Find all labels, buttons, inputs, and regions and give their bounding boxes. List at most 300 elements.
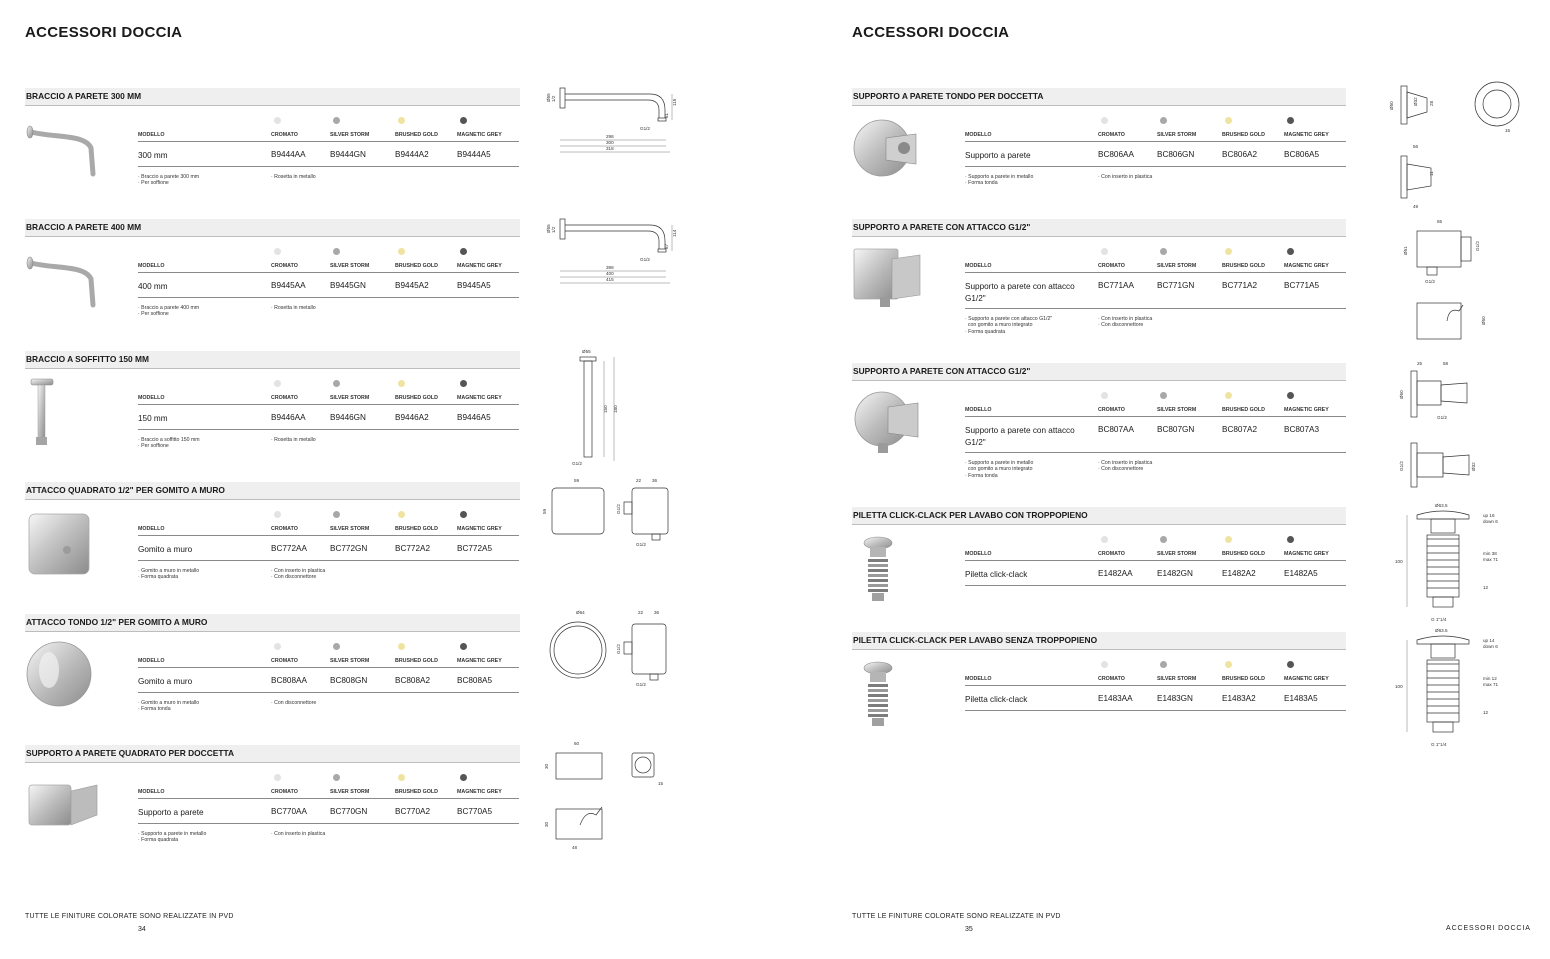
column-header: CROMATO	[1098, 263, 1125, 269]
column-header: MODELLO	[138, 789, 165, 795]
technical-drawing	[1387, 624, 1547, 769]
svg-text:36: 36	[654, 610, 660, 615]
column-header: MAGNETIC GREY	[1284, 676, 1329, 682]
technical-drawing	[540, 474, 700, 619]
product-code: B9446GN	[330, 413, 366, 422]
column-header: BRUSHED GOLD	[395, 263, 438, 269]
divider	[965, 710, 1346, 711]
column-header: BRUSHED GOLD	[1222, 676, 1265, 682]
finish-swatch	[398, 380, 405, 387]
column-header: MODELLO	[965, 407, 992, 413]
finish-swatch	[274, 774, 281, 781]
section-title: SUPPORTO A PARETE CON ATTACCO G1/2"	[852, 363, 1346, 381]
svg-text:Ø55: Ø55	[546, 93, 551, 102]
product-code: B9446A2	[395, 413, 429, 422]
svg-text:Ø50: Ø50	[1389, 101, 1394, 110]
section-title: BRACCIO A PARETE 400 MM	[25, 219, 520, 237]
column-header: BRUSHED GOLD	[395, 526, 438, 532]
svg-text:398: 398	[606, 265, 614, 270]
finish-swatch	[1225, 661, 1232, 668]
product-image	[852, 245, 932, 315]
model-name: Supporto a parete	[965, 151, 1031, 160]
product-image	[852, 658, 932, 728]
divider	[138, 692, 519, 693]
svg-text:58: 58	[1443, 361, 1449, 366]
product-note: · Con inserto in plastica · Con disconnettore	[1098, 316, 1153, 329]
product-image	[852, 389, 932, 459]
divider	[138, 535, 519, 536]
model-name: Gomito a muro	[138, 677, 193, 686]
column-header: BRUSHED GOLD	[1222, 551, 1265, 557]
technical-drawing	[540, 343, 700, 488]
product-code: BC808AA	[271, 676, 307, 685]
product-code: E1482A5	[1284, 569, 1318, 578]
svg-text:G 1"1/4: G 1"1/4	[1431, 742, 1447, 747]
svg-text:Ø63.5: Ø63.5	[1435, 503, 1448, 508]
svg-text:22: 22	[638, 610, 644, 615]
svg-text:1/2: 1/2	[551, 226, 556, 233]
section-title: ATTACCO QUADRATO 1/2" PER GOMITO A MURO	[25, 482, 520, 500]
footer-note: TUTTE LE FINITURE COLORATE SONO REALIZZATE IN PVD	[25, 913, 234, 920]
product-note: · Braccio a parete 400 mm · Per soffione	[138, 305, 200, 318]
product-code: BC806A5	[1284, 150, 1320, 159]
model-name: 300 mm	[138, 151, 168, 160]
svg-text:G1/2: G1/2	[572, 461, 582, 466]
technical-drawing	[1387, 211, 1547, 356]
column-header: SILVER STORM	[330, 526, 370, 532]
finish-swatch	[1287, 392, 1294, 399]
section-title: SUPPORTO A PARETE CON ATTACCO G1/2"	[852, 219, 1346, 237]
divider	[965, 416, 1346, 417]
svg-text:150: 150	[603, 405, 608, 413]
column-header: MODELLO	[138, 395, 165, 401]
finish-swatch	[398, 248, 405, 255]
svg-text:60: 60	[574, 741, 580, 746]
finish-swatch	[333, 248, 340, 255]
page-title: ACCESSORI DOCCIA	[25, 24, 183, 41]
svg-text:415: 415	[606, 277, 614, 282]
svg-text:400: 400	[606, 271, 614, 276]
column-header: MODELLO	[138, 263, 165, 269]
technical-drawing	[540, 211, 700, 356]
product-note: · Supporto a parete in metallo · Forma quadrata	[138, 831, 207, 844]
svg-text:298: 298	[606, 134, 614, 139]
product-code: BC806A2	[1222, 150, 1258, 159]
svg-text:65: 65	[1437, 219, 1443, 224]
model-name: Supporto a parete con attacco G1/2"	[965, 282, 1075, 303]
section-title: BRACCIO A SOFFITTO 150 MM	[25, 351, 520, 369]
finish-swatch	[333, 643, 340, 650]
svg-text:G1/2: G1/2	[636, 682, 646, 687]
finish-swatch	[1101, 392, 1108, 399]
column-header: BRUSHED GOLD	[395, 132, 438, 138]
product-section	[852, 88, 1346, 206]
column-header: MAGNETIC GREY	[1284, 551, 1329, 557]
section-title: SUPPORTO A PARETE QUADRATO PER DOCCETTA	[25, 745, 520, 763]
svg-text:G1/2: G1/2	[1437, 415, 1447, 420]
svg-text:11: 11	[1429, 171, 1434, 176]
svg-text:81: 81	[664, 112, 669, 118]
product-note: · Con inserto in plastica · Con disconnettore	[271, 568, 326, 581]
svg-text:G1/2: G1/2	[636, 542, 646, 547]
svg-text:22: 22	[636, 478, 642, 483]
finish-swatch	[1101, 248, 1108, 255]
product-code: B9446AA	[271, 413, 306, 422]
finish-swatch	[274, 117, 281, 124]
column-header: SILVER STORM	[1157, 132, 1197, 138]
finish-swatch	[333, 117, 340, 124]
column-header: BRUSHED GOLD	[1222, 263, 1265, 269]
divider	[138, 823, 519, 824]
column-header: MODELLO	[138, 526, 165, 532]
product-image	[25, 245, 105, 315]
svg-text:G1/2: G1/2	[1425, 279, 1435, 284]
svg-text:36: 36	[652, 478, 658, 483]
svg-text:12: 12	[1483, 710, 1489, 715]
product-section	[25, 745, 520, 863]
product-code: E1482AA	[1098, 569, 1133, 578]
product-code: E1483GN	[1157, 694, 1193, 703]
product-section	[852, 363, 1346, 493]
column-header: SILVER STORM	[330, 132, 370, 138]
svg-text:Ø32: Ø32	[1471, 462, 1476, 471]
column-header: BRUSHED GOLD	[1222, 407, 1265, 413]
product-code: E1483A2	[1222, 694, 1256, 703]
column-header: MAGNETIC GREY	[457, 658, 502, 664]
finish-swatch	[274, 248, 281, 255]
svg-text:Ø50: Ø50	[1481, 316, 1486, 325]
product-code: B9444A5	[457, 150, 491, 159]
product-section	[25, 351, 520, 469]
finish-swatch	[460, 380, 467, 387]
product-code: BC808GN	[330, 676, 368, 685]
column-header: MODELLO	[965, 551, 992, 557]
product-code: B9444AA	[271, 150, 306, 159]
svg-text:G 1"1/4: G 1"1/4	[1431, 617, 1447, 622]
product-note: · Supporto a parete con attacco G1/2" con gomito a muro integrato · Forma quadrata	[965, 316, 1053, 335]
technical-drawing	[1387, 355, 1547, 500]
column-header: MAGNETIC GREY	[1284, 263, 1329, 269]
divider	[138, 667, 519, 668]
column-header: MAGNETIC GREY	[457, 395, 502, 401]
section-title: ATTACCO TONDO 1/2" PER GOMITO A MURO	[25, 614, 520, 632]
column-header: CROMATO	[1098, 676, 1125, 682]
finish-swatch	[398, 774, 405, 781]
finish-swatch	[398, 511, 405, 518]
product-image	[852, 114, 932, 184]
svg-text:114: 114	[672, 229, 677, 237]
product-section	[852, 507, 1346, 607]
column-header: MODELLO	[138, 658, 165, 664]
svg-text:G1/2: G1/2	[640, 126, 650, 131]
technical-drawing	[1387, 76, 1547, 221]
product-section	[852, 219, 1346, 349]
finish-swatch	[274, 380, 281, 387]
svg-text:Ø55: Ø55	[546, 224, 551, 233]
column-header: BRUSHED GOLD	[395, 658, 438, 664]
finish-swatch	[1160, 392, 1167, 399]
divider	[965, 141, 1346, 142]
product-code: BC772A2	[395, 544, 431, 553]
product-code: BC770AA	[271, 807, 307, 816]
divider	[138, 560, 519, 561]
product-section	[25, 219, 520, 337]
product-note: · Rosetta in metallo	[271, 305, 316, 311]
product-code: BC770GN	[330, 807, 368, 816]
section-title: PILETTA CLICK-CLACK PER LAVABO SENZA TROPPOPIENO	[852, 632, 1346, 650]
svg-text:30: 30	[544, 763, 549, 769]
product-note: · Supporto a parete in metallo con gomito a muro integrato · Forma tonda	[965, 460, 1034, 479]
finish-swatch	[1225, 248, 1232, 255]
product-code: E1482A2	[1222, 569, 1256, 578]
svg-text:Ø51: Ø51	[1403, 246, 1408, 255]
column-header: MAGNETIC GREY	[457, 526, 502, 532]
finish-swatch	[333, 774, 340, 781]
product-note: · Rosetta in metallo	[271, 437, 316, 443]
divider	[138, 429, 519, 430]
column-header: CROMATO	[1098, 132, 1125, 138]
divider	[138, 297, 519, 298]
finish-swatch	[274, 643, 281, 650]
product-note: · Supporto a parete in metallo · Forma tonda	[965, 174, 1034, 187]
product-section	[25, 614, 520, 732]
finish-swatch	[274, 511, 281, 518]
product-code: BC771A2	[1222, 281, 1258, 290]
svg-text:300: 300	[606, 140, 614, 145]
finish-swatch	[1160, 248, 1167, 255]
product-code: BC771A5	[1284, 281, 1320, 290]
product-code: B9444A2	[395, 150, 429, 159]
product-note: · Rosetta in metallo	[271, 174, 316, 180]
divider	[965, 308, 1346, 309]
finish-swatch	[1287, 661, 1294, 668]
svg-text:15: 15	[1505, 128, 1511, 133]
product-image	[25, 640, 105, 710]
svg-text:Ø32: Ø32	[1413, 97, 1418, 106]
divider	[138, 798, 519, 799]
product-note: · Gomito a muro in metallo · Forma tonda	[138, 700, 200, 713]
svg-text:1/2: 1/2	[551, 95, 556, 102]
page-title: ACCESSORI DOCCIA	[852, 24, 1010, 41]
svg-text:25: 25	[1417, 361, 1423, 366]
finish-swatch	[1287, 117, 1294, 124]
product-code: B9445A2	[395, 281, 429, 290]
finish-swatch	[460, 248, 467, 255]
svg-text:100: 100	[1395, 559, 1403, 564]
product-note: · Con disconnettore	[271, 700, 317, 706]
finish-swatch	[460, 117, 467, 124]
column-header: MAGNETIC GREY	[457, 789, 502, 795]
svg-text:max 71: max 71	[1483, 682, 1499, 687]
finish-swatch	[1101, 661, 1108, 668]
product-code: B9446A5	[457, 413, 491, 422]
svg-text:G1/2: G1/2	[1399, 461, 1404, 471]
svg-text:up 14: up 14	[1483, 638, 1495, 643]
column-header: BRUSHED GOLD	[1222, 132, 1265, 138]
product-note: · Con inserto in plastica	[271, 831, 326, 837]
svg-text:59: 59	[574, 478, 580, 483]
model-name: Supporto a parete	[138, 808, 204, 817]
product-code: BC772GN	[330, 544, 368, 553]
svg-text:100: 100	[1395, 684, 1403, 689]
column-header: SILVER STORM	[330, 395, 370, 401]
column-header: CROMATO	[1098, 551, 1125, 557]
finish-swatch	[1225, 117, 1232, 124]
technical-drawing	[1387, 499, 1547, 644]
svg-text:min 38: min 38	[1483, 551, 1497, 556]
finish-swatch	[1287, 536, 1294, 543]
technical-drawing	[540, 80, 700, 225]
product-note: · Con inserto in plastica · Con disconnettore	[1098, 460, 1153, 473]
column-header: CROMATO	[271, 263, 298, 269]
product-note: · Gomito a muro in metallo · Forma quadrata	[138, 568, 200, 581]
product-image	[25, 508, 105, 578]
column-header: MAGNETIC GREY	[457, 263, 502, 269]
product-code: B9444GN	[330, 150, 366, 159]
product-image	[852, 533, 932, 603]
finish-swatch	[460, 511, 467, 518]
svg-text:49: 49	[1413, 204, 1419, 209]
technical-drawing	[540, 606, 700, 751]
svg-text:115: 115	[672, 98, 677, 106]
section-title: PILETTA CLICK-CLACK PER LAVABO CON TROPPOPIENO	[852, 507, 1346, 525]
technical-drawing	[540, 737, 700, 882]
svg-text:318: 318	[606, 146, 614, 151]
column-header: MODELLO	[965, 132, 992, 138]
product-section	[25, 482, 520, 600]
column-header: BRUSHED GOLD	[395, 789, 438, 795]
svg-text:Ø63.5: Ø63.5	[1435, 628, 1448, 633]
model-name: Gomito a muro	[138, 545, 193, 554]
column-header: CROMATO	[271, 526, 298, 532]
svg-text:up 16: up 16	[1483, 513, 1495, 518]
divider	[965, 685, 1346, 686]
column-header: CROMATO	[1098, 407, 1125, 413]
product-code: B9445GN	[330, 281, 366, 290]
svg-text:59: 59	[542, 508, 547, 514]
page-number: 35	[965, 926, 973, 933]
divider	[138, 272, 519, 273]
product-image	[25, 114, 105, 184]
svg-text:Ø50: Ø50	[1399, 390, 1404, 399]
finish-swatch	[1287, 248, 1294, 255]
product-code: E1482GN	[1157, 569, 1193, 578]
model-name: Supporto a parete con attacco G1/2"	[965, 426, 1075, 447]
model-name: 400 mm	[138, 282, 168, 291]
column-header: MAGNETIC GREY	[1284, 407, 1329, 413]
svg-text:G1/2: G1/2	[640, 257, 650, 262]
divider	[138, 166, 519, 167]
column-header: MODELLO	[965, 676, 992, 682]
product-code: BC807A3	[1284, 425, 1320, 434]
svg-text:12: 12	[1483, 585, 1489, 590]
divider	[138, 141, 519, 142]
product-note: · Braccio a parete 300 mm · Per soffione	[138, 174, 200, 187]
column-header: MODELLO	[138, 132, 165, 138]
section-title: BRACCIO A PARETE 300 MM	[25, 88, 520, 106]
svg-text:down 6: down 6	[1483, 644, 1498, 649]
footer-note: TUTTE LE FINITURE COLORATE SONO REALIZZATE IN PVD	[852, 913, 1061, 920]
finish-swatch	[460, 774, 467, 781]
column-header: BRUSHED GOLD	[395, 395, 438, 401]
page-number: 34	[138, 926, 146, 933]
finish-swatch	[333, 380, 340, 387]
finish-swatch	[460, 643, 467, 650]
product-code: BC771GN	[1157, 281, 1195, 290]
svg-text:56: 56	[1413, 144, 1419, 149]
product-code: BC807GN	[1157, 425, 1195, 434]
svg-text:G1/2: G1/2	[616, 504, 621, 514]
svg-text:down 6: down 6	[1483, 519, 1498, 524]
column-header: SILVER STORM	[1157, 676, 1197, 682]
svg-text:180: 180	[613, 405, 618, 413]
model-name: Piletta click-clack	[965, 695, 1028, 704]
product-code: B9445AA	[271, 281, 306, 290]
divider	[965, 560, 1346, 561]
product-code: BC807AA	[1098, 425, 1134, 434]
svg-text:G1/2: G1/2	[616, 644, 621, 654]
svg-text:G1/2: G1/2	[1475, 241, 1480, 251]
finish-swatch	[398, 643, 405, 650]
product-code: BC770A2	[395, 807, 431, 816]
product-note: · Con inserto in plastica	[1098, 174, 1153, 180]
svg-text:max 71: max 71	[1483, 557, 1499, 562]
svg-text:Ø55: Ø55	[582, 349, 591, 354]
finish-swatch	[1160, 117, 1167, 124]
finish-swatch	[398, 117, 405, 124]
model-name: 150 mm	[138, 414, 168, 423]
finish-swatch	[333, 511, 340, 518]
divider	[965, 585, 1346, 586]
finish-swatch	[1101, 117, 1108, 124]
svg-text:Ø64: Ø64	[576, 610, 585, 615]
svg-text:30: 30	[544, 821, 549, 827]
column-header: SILVER STORM	[1157, 263, 1197, 269]
product-code: BC771AA	[1098, 281, 1134, 290]
column-header: CROMATO	[271, 658, 298, 664]
divider	[965, 166, 1346, 167]
finish-swatch	[1225, 392, 1232, 399]
finish-swatch	[1101, 536, 1108, 543]
column-header: MODELLO	[965, 263, 992, 269]
column-header: SILVER STORM	[330, 263, 370, 269]
divider	[965, 272, 1346, 273]
svg-text:min 12: min 12	[1483, 676, 1497, 681]
column-header: CROMATO	[271, 132, 298, 138]
product-section	[25, 88, 520, 206]
product-code: E1483A5	[1284, 694, 1318, 703]
column-header: SILVER STORM	[330, 789, 370, 795]
svg-text:87: 87	[664, 243, 669, 249]
product-code: BC772A5	[457, 544, 493, 553]
catalog-page-right	[827, 0, 1550, 959]
product-image	[25, 771, 105, 841]
running-head: ACCESSORI DOCCIA	[1446, 925, 1531, 932]
product-code: B9445A5	[457, 281, 491, 290]
svg-text:15: 15	[658, 781, 664, 786]
section-title: SUPPORTO A PARETE TONDO PER DOCCETTA	[852, 88, 1346, 106]
product-code: BC770A5	[457, 807, 493, 816]
column-header: SILVER STORM	[330, 658, 370, 664]
finish-swatch	[1160, 536, 1167, 543]
product-code: BC772AA	[271, 544, 307, 553]
product-code: BC808A2	[395, 676, 431, 685]
finish-swatch	[1225, 536, 1232, 543]
model-name: Piletta click-clack	[965, 570, 1028, 579]
product-code: BC807A2	[1222, 425, 1258, 434]
column-header: MAGNETIC GREY	[457, 132, 502, 138]
svg-text:48: 48	[572, 845, 578, 850]
